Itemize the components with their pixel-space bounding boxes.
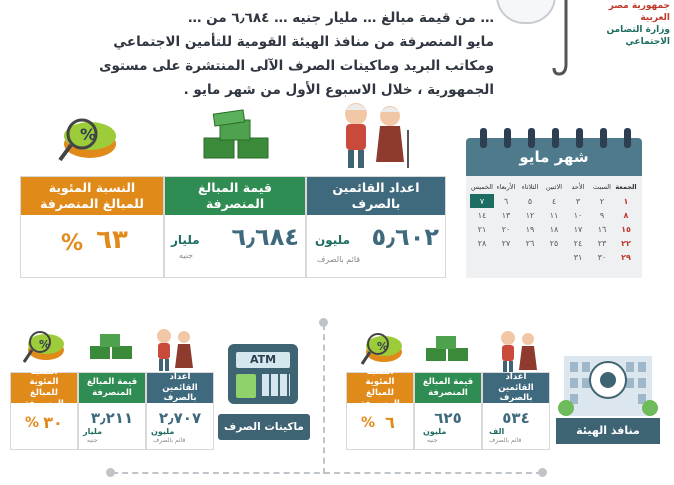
calendar-grid bbox=[470, 180, 638, 264]
day-header: السبت bbox=[593, 183, 611, 191]
day-cell: ١٧ bbox=[573, 224, 583, 234]
atm-percent-unit: % bbox=[25, 415, 40, 431]
amount-value: ٦٫٦٨٤ bbox=[231, 223, 299, 251]
day-cell: ٨ bbox=[623, 210, 629, 220]
connector-line bbox=[323, 324, 325, 474]
card-title: اعداد القائمين بالصرف bbox=[483, 373, 549, 403]
svg-text:%: % bbox=[377, 340, 389, 353]
ministry-seal-icon bbox=[496, 0, 556, 24]
day-cell: ٦ bbox=[503, 196, 509, 206]
atm-amount-value: ٣٫٢١١ bbox=[90, 409, 134, 427]
card-title: النسبة المئوية للمبالغ المنصرفة bbox=[21, 177, 163, 215]
card-title: النسبة المئوية للمبالغ المنصرفة bbox=[11, 373, 77, 403]
day-cell: ٧ bbox=[470, 194, 494, 208]
atm-percent-value: ٣٠ bbox=[43, 413, 63, 432]
offices-percent-unit: % bbox=[361, 415, 376, 431]
atm-icon bbox=[228, 344, 298, 404]
percent-pie-icon bbox=[360, 326, 406, 368]
intro-line-3: ومكاتب البريد وماكينات الصرف الآلى المنتشرة على مستوى bbox=[99, 58, 494, 74]
money-stack-icon bbox=[424, 328, 470, 368]
day-header: الخميس bbox=[471, 183, 493, 191]
connector-dot bbox=[106, 468, 115, 477]
day-cell: ٢٠ bbox=[501, 224, 511, 234]
connector-dot bbox=[319, 318, 328, 327]
connector-dot bbox=[538, 468, 547, 477]
day-cell: ١٠ bbox=[573, 210, 583, 220]
percent-pie-icon bbox=[22, 324, 68, 366]
day-cell: ١٦ bbox=[597, 224, 607, 234]
elderly-couple-icon bbox=[150, 326, 200, 372]
atm-amount-sub: جنيه bbox=[87, 437, 98, 444]
elderly-couple-icon bbox=[494, 328, 544, 374]
main-amount-card bbox=[164, 176, 306, 278]
amount-unit: مليار bbox=[171, 233, 200, 247]
calendar-ring-icon bbox=[600, 128, 607, 148]
day-cell bbox=[494, 250, 518, 264]
percent-value: ٦٣ bbox=[96, 225, 128, 255]
connector-line bbox=[112, 472, 542, 474]
day-cell: ٣ bbox=[575, 196, 581, 206]
atm-beneficiaries-unit: مليون bbox=[151, 427, 175, 436]
day-cell: ٩ bbox=[599, 210, 605, 220]
day-cell: ٢٥ bbox=[549, 238, 559, 248]
day-cell: ١ bbox=[623, 196, 629, 206]
offices-amount-unit: مليون bbox=[423, 427, 447, 436]
building-icon bbox=[556, 348, 660, 418]
day-cell: ١١ bbox=[549, 210, 559, 220]
calendar bbox=[466, 128, 642, 278]
umbrella-handle-icon bbox=[552, 0, 576, 80]
atm-screen-label: ATM bbox=[236, 352, 290, 368]
offices-section-label: منافذ الهيئة bbox=[556, 418, 660, 444]
atm-section-label: ماكينات الصرف الآلى bbox=[218, 414, 310, 440]
keypad-icon bbox=[262, 374, 290, 396]
intro-line-1: … من قيمة مبالغ … مليار جنيه … ٦٫٦٨٤ من … bbox=[187, 10, 494, 26]
offices-amount-value: ٦٢٥ bbox=[434, 409, 462, 427]
elderly-couple-icon bbox=[334, 100, 414, 172]
card-title: قيمة المبالغ المنصرفة bbox=[165, 177, 305, 215]
calendar-ring-icon bbox=[480, 128, 487, 148]
atm-beneficiaries-card bbox=[146, 372, 214, 450]
card-title: قيمة المبالغ المنصرفة bbox=[415, 373, 481, 403]
day-cell: ٢١ bbox=[477, 224, 487, 234]
money-stack-icon bbox=[200, 108, 274, 168]
day-cell: ٢٩ bbox=[621, 252, 631, 262]
day-cell: ٢٣ bbox=[597, 238, 607, 248]
calendar-title: شهر مايو bbox=[519, 148, 589, 166]
amount-sub: جنيه bbox=[179, 251, 194, 260]
day-cell: ٢ bbox=[599, 196, 605, 206]
atm-amount-unit: مليار bbox=[83, 427, 103, 436]
day-cell bbox=[470, 250, 494, 264]
main-beneficiaries-card bbox=[306, 176, 446, 278]
money-stack-icon bbox=[88, 326, 134, 366]
gov-line-1: جمهورية مصر العربية bbox=[608, 1, 670, 23]
beneficiaries-sub: قائم بالصرف bbox=[317, 255, 361, 264]
day-cell bbox=[542, 250, 566, 264]
offices-percent-value: ٦ bbox=[385, 413, 395, 432]
day-header: الثلاثاء bbox=[521, 183, 539, 191]
beneficiaries-value: ٥٫٦٠٢ bbox=[371, 223, 439, 251]
day-header: الأحد bbox=[571, 183, 585, 191]
day-cell: ٢٤ bbox=[573, 238, 583, 248]
day-cell: ١٩ bbox=[525, 224, 535, 234]
day-cell: ٥ bbox=[527, 196, 533, 206]
day-cell: ٢٦ bbox=[525, 238, 535, 248]
svg-text:%: % bbox=[39, 338, 51, 351]
atm-percent-card bbox=[10, 366, 78, 450]
offices-amount-sub: جنيه bbox=[427, 437, 438, 444]
intro-line-2: مايو المنصرفة من منافذ الهيئة القومية للتأمين الاجتماعي bbox=[113, 34, 494, 50]
intro-text bbox=[24, 6, 494, 102]
gov-line-2: وزارة التضامن الاجتماعي bbox=[606, 25, 670, 47]
day-cell: ٤ bbox=[551, 196, 557, 206]
offices-beneficiaries-value: ٥٣٤ bbox=[502, 409, 530, 427]
day-header: الجمعة bbox=[615, 183, 637, 191]
day-header: الاثنين bbox=[545, 183, 563, 191]
day-cell: ١٥ bbox=[621, 224, 631, 234]
card-title: اعداد القائمين بالصرف bbox=[307, 177, 445, 215]
offices-percent-card bbox=[346, 366, 414, 450]
calendar-ring-icon bbox=[624, 128, 631, 148]
day-cell: ٣٠ bbox=[597, 252, 607, 262]
ministry-title bbox=[578, 0, 670, 48]
main-percent-card bbox=[20, 176, 164, 278]
intro-line-4: الجمهورية ، خلال الاسبوع الأول من شهر مايو . bbox=[183, 82, 494, 98]
percent-unit: % bbox=[61, 231, 84, 256]
day-cell: ٢٢ bbox=[621, 238, 631, 248]
beneficiaries-unit: مليون bbox=[315, 233, 350, 247]
day-cell: ١٢ bbox=[525, 210, 535, 220]
banknote-icon bbox=[236, 374, 256, 398]
card-title: قيمة المبالغ المنصرفة bbox=[79, 373, 145, 403]
atm-amount-card bbox=[78, 372, 146, 450]
calendar-ring-icon bbox=[504, 128, 511, 148]
day-cell: ١٤ bbox=[477, 210, 487, 220]
calendar-ring-icon bbox=[576, 128, 583, 148]
day-cell: ٣١ bbox=[573, 252, 583, 262]
offices-amount-card bbox=[414, 372, 482, 450]
calendar-ring-icon bbox=[528, 128, 535, 148]
offices-beneficiaries-unit: الف bbox=[489, 427, 505, 436]
day-cell: ٢٧ bbox=[501, 238, 511, 248]
atm-beneficiaries-value: ٢٫٧٠٧ bbox=[158, 409, 202, 427]
day-cell: ١٨ bbox=[549, 224, 559, 234]
card-title: اعداد القائمين بالصرف bbox=[147, 373, 213, 403]
offices-beneficiaries-card bbox=[482, 372, 550, 450]
percent-pie-icon bbox=[56, 108, 122, 166]
atm-beneficiaries-sub: قائم بالصرف bbox=[153, 437, 186, 444]
day-header: الأربعاء bbox=[496, 183, 516, 191]
card-title: النسبة المئوية للمبالغ المنصرفة bbox=[347, 373, 413, 403]
day-cell: ٢٨ bbox=[477, 238, 487, 248]
svg-text:%: % bbox=[80, 125, 97, 144]
calendar-ring-icon bbox=[552, 128, 559, 148]
offices-beneficiaries-sub: قائم بالصرف bbox=[489, 437, 522, 444]
day-cell: ١٣ bbox=[501, 210, 511, 220]
day-cell bbox=[518, 250, 542, 264]
